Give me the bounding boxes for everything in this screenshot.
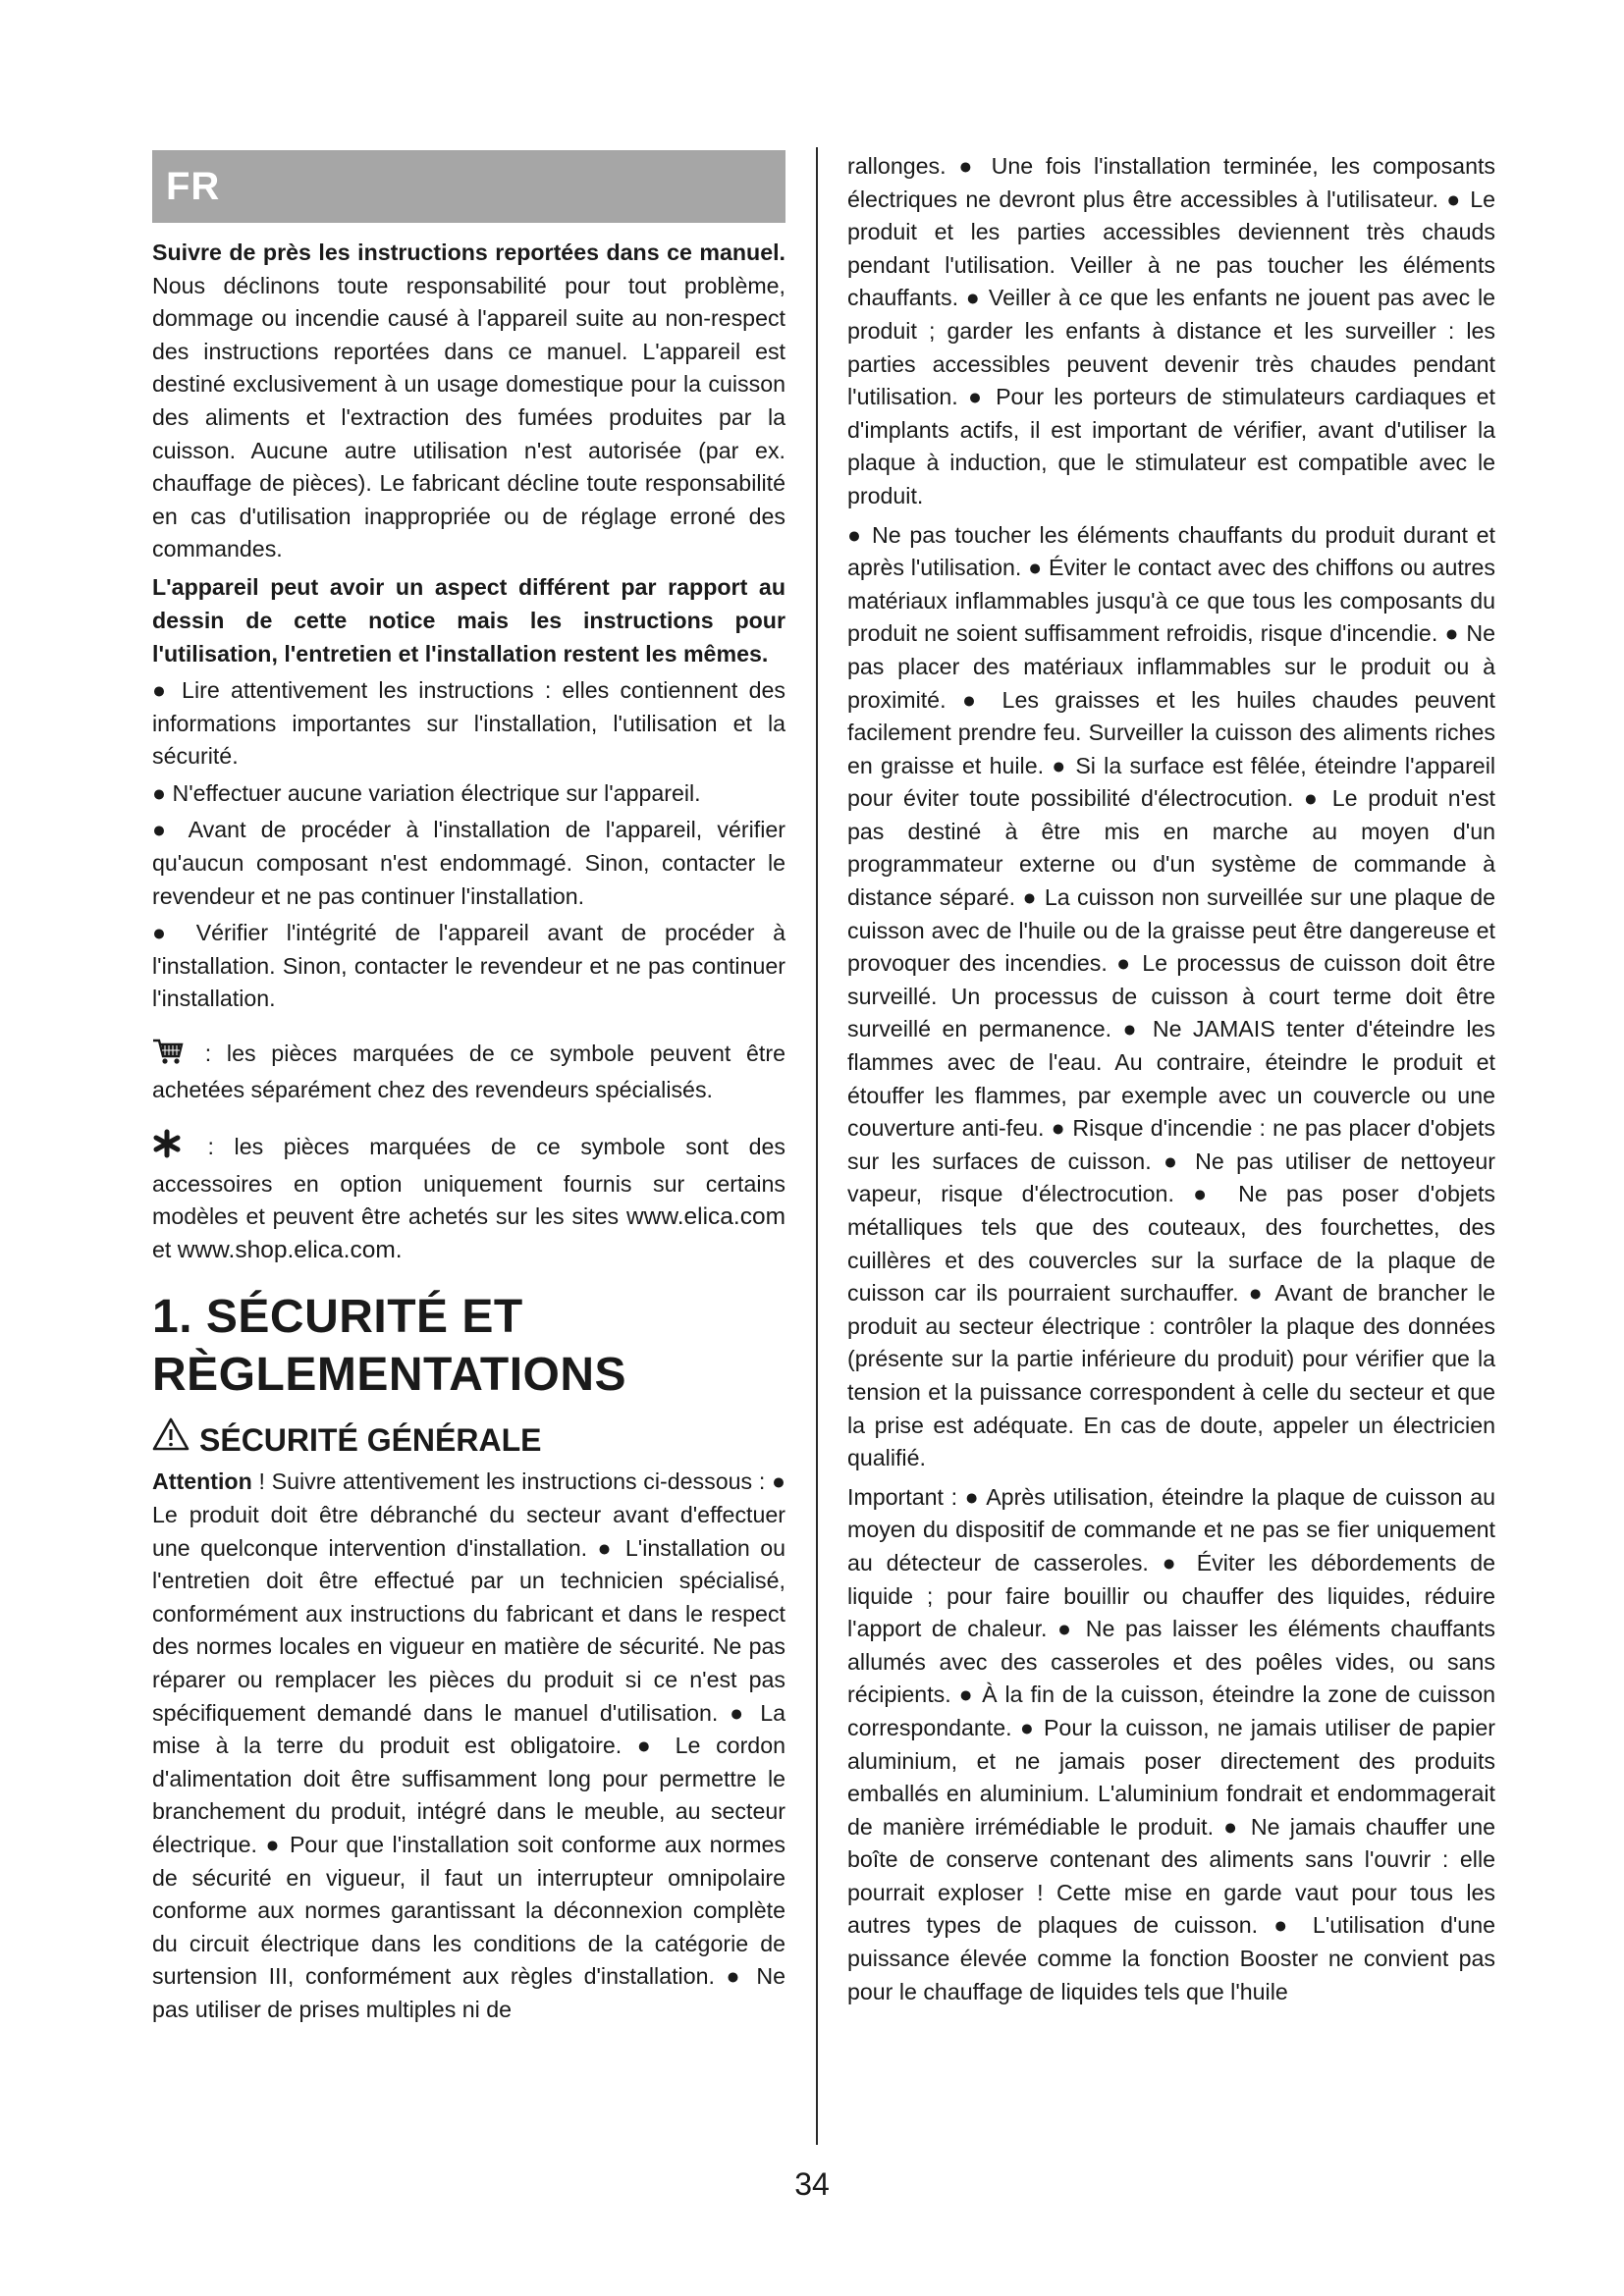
left-column: [152, 150, 785, 2027]
page-number: 34: [794, 2166, 830, 2202]
safety-paragraph-2: ● Ne pas toucher les éléments chauffants du produit durant et après l'utilisation. ● Éviter le contact avec des chiffons ou autres matériaux inflammables jusqu'à ce que tous les composants du produit ne soient suffisamment refroidis, risque d'incendie. ● Ne pas placer des matériaux inflammables sur le produit ou à proximité. ● Les graisses et les huiles chaudes peuvent facilement prendre feu. Surveiller la cuisson des aliments riches en graisse et huile. ● Si la surface est fêlée, éteindre l'appareil pour éviter toute possibilité d'électrocution. ● Le produit n'est pas destiné à être mis en marche au moyen d'un programmateur externe ou d'un système de commande à distance séparé. ● La cuisson non surveillée sur une plaque de cuisson avec de l'huile ou de la graisse peut être dangereuse et provoquer des incendies. ● Le processus de cuisson doit être surveillé. Un processus de cuisson à court terme doit être surveillé en permanence. ● Ne JAMAIS tenter d'éteindre les flammes avec de l'eau. Au contraire, éteindre le produit et étouffer les flammes, par exemple avec un couvercle ou une couverture anti-feu. ● Risque d'incendie : ne pas placer d'objets sur les surfaces de cuisson. ● Ne pas utiliser de nettoyeur vapeur, risque d'électrocution. ● Ne pas poser d'objets métalliques tels que des couteaux, des fourchettes, des cuillères et des couvercles sur la surface de la plaque de cuisson car ils pourraient surchauffer. ● Avant de brancher le produit au secteur électrique : contrôler la plaque des données (présente sur la partie inférieure du produit) pour vérifier que la tension et la puissance correspondent à celle du secteur et que la prise est adéquate. En cas de doute, appeler un électricien qualifié.: [847, 521, 1495, 1471]
attention-paragraph: [152, 1466, 785, 2026]
star-symbol-note: [152, 1129, 785, 1266]
attention-label: Attention: [152, 1468, 252, 1495]
bullet-no-electrical-change: ● N'effectuer aucune variation électrique sur l'appareil.: [152, 779, 701, 806]
elica-shop-link[interactable]: www.shop.elica.com.: [177, 1236, 403, 1263]
language-code: FR: [166, 165, 221, 208]
url-join: et: [152, 1236, 178, 1262]
cart-symbol-text: : les pièces marquées de ce symbole peuvent être achetées séparément chez des revendeurs spécialisés.: [152, 1040, 785, 1103]
safety-paragraph-1: rallonges. ● Une fois l'installation terminée, les composants électriques ne devront plus être accessibles à l'utilisateur. ● Le produit et les parties accessibles deviennent très chauds pendant l'utilisation. Veiller à ne pas toucher les éléments chauffants. ● Veiller à ce que les enfants ne jouent pas avec le produit ; garder les enfants à distance et les surveiller : les parties accessibles peuvent devenir très chaudes pendant l'utilisation. ● Pour les porteurs de stimulateurs cardiaques et d'implants actifs, il est important de vérifier, avant d'utiliser la plaque à induction, que le stimulateur est compatible avec le produit.: [847, 153, 1495, 508]
bullet-check-integrity: ● Vérifier l'intégrité de l'appareil avant de procéder à l'installation. Sinon, contacter le revendeur et ne pas continuer l'installation.: [152, 920, 785, 1012]
star-symbol-text: : les pièces marquées de ce symbole sont des accessoires en option uniquement fournis sur certains modèles et peuvent être achetés sur les sites: [152, 1134, 785, 1230]
safety-paragraph-3: Important : ● Après utilisation, éteindre la plaque de cuisson au moyen du dispositif de commande et ne pas se fier uniquement au détecteur de casseroles. ● Éviter les débordements de liquide ; pour faire bouillir ou chauffer des liquides, réduire l'apport de chaleur. ● Ne pas laisser les éléments chauffants allumés avec des casseroles et des poêles vides, ou sans récipients. ● À la fin de la cuisson, éteindre la zone de cuisson correspondante. ● Pour la cuisson, ne jamais utiliser de papier aluminium, et ne jamais poser directement des produits emballés en aluminium. L'aluminium fondrait et endommagerait de manière irrémédiable le produit. ● Ne jamais chauffer une boîte de conserve contenant des aliments sans l'ouvrir : elle pourrait exploser ! Cette mise en garde vaut pour tous les autres types de plaques de cuisson. ● L'utilisation d'une puissance élevée comme la fonction Booster ne convient pas pour le chauffage de liquides tels que l'huile: [847, 1483, 1495, 2004]
cart-symbol-note: [152, 1038, 785, 1107]
subsection-heading: [152, 1417, 785, 1462]
bullet-read-instructions: ● Lire attentivement les instructions : elles contiennent des informations importantes sur l'installation, l'utilisation et la sécurité.: [152, 676, 785, 770]
intro-text: Nous déclinons toute responsabilité pour tout problème, dommage ou incendie causé à l'appareil suite au non-respect des instructions reportées dans ce manuel. L'appareil est destiné exclusivement à un usage domestique pour la cuisson des aliments et l'extraction des fumées produites par la cuisson. Aucune autre utilisation n'est autorisée (par ex. chauffage de pièces). Le fabricant décline toute responsabilité en cas d'utilisation inappropriée ou de réglage erroné des commandes.: [152, 272, 785, 562]
bullet-check-components: ● Avant de procéder à l'installation de l'appareil, vérifier qu'aucun composant n'est endommagé. Sinon, contacter le revendeur et ne pas continuer l'installation.: [152, 817, 785, 909]
section-title: 1. SÉCURITÉ ET RÈGLEMENTATIONS: [152, 1291, 627, 1402]
asterisk-icon: [152, 1129, 182, 1168]
warning-triangle-icon: [152, 1417, 189, 1462]
elica-link[interactable]: www.elica.com: [625, 1203, 785, 1231]
attention-text: ! Suivre attentivement les instructions ci-dessous : ● Le produit doit être débranché du secteur avant d'effectuer une quelconque intervention d'installation. ● L'installation ou l'entretien doit être effectué par un technicien spécialisé, conformément aux instructions du fabricant et dans le respect des normes locales en vigueur en matière de sécurité. Ne pas réparer ou remplacer les pièces du produit si ce n'est pas spécifiquement demandé dans le manuel d'utilisation. ● La mise à la terre du produit est obligatoire. ● Le cordon d'alimentation doit être suffisamment long pour permettre le branchement du produit, intégré dans le meuble, au secteur électrique. ● Pour que l'installation soit conforme aux normes de sécurité en vigueur, il faut un interrupteur omnipolaire conforme aux normes garantissant la déconnexion complète du circuit électrique dans les conditions de la catégorie de surtension III, conformément aux règles d'installation. ● Ne pas utiliser de prises multiples ni de: [152, 1468, 785, 2022]
shopping-cart-icon: [152, 1038, 184, 1075]
right-column: [847, 150, 1495, 2008]
appearance-note: L'appareil peut avoir un aspect différent par rapport au dessin de cette notice mais les instructions pour l'utilisation, l'entretien et l'installation restent les mêmes.: [152, 573, 785, 667]
intro-bold: Suivre de près les instructions reportées dans ce manuel.: [152, 240, 785, 265]
column-divider: [816, 147, 818, 2145]
intro-paragraph: [152, 237, 785, 566]
language-header: [152, 150, 785, 223]
subsection-title: SÉCURITÉ GÉNÉRALE: [199, 1421, 542, 1458]
